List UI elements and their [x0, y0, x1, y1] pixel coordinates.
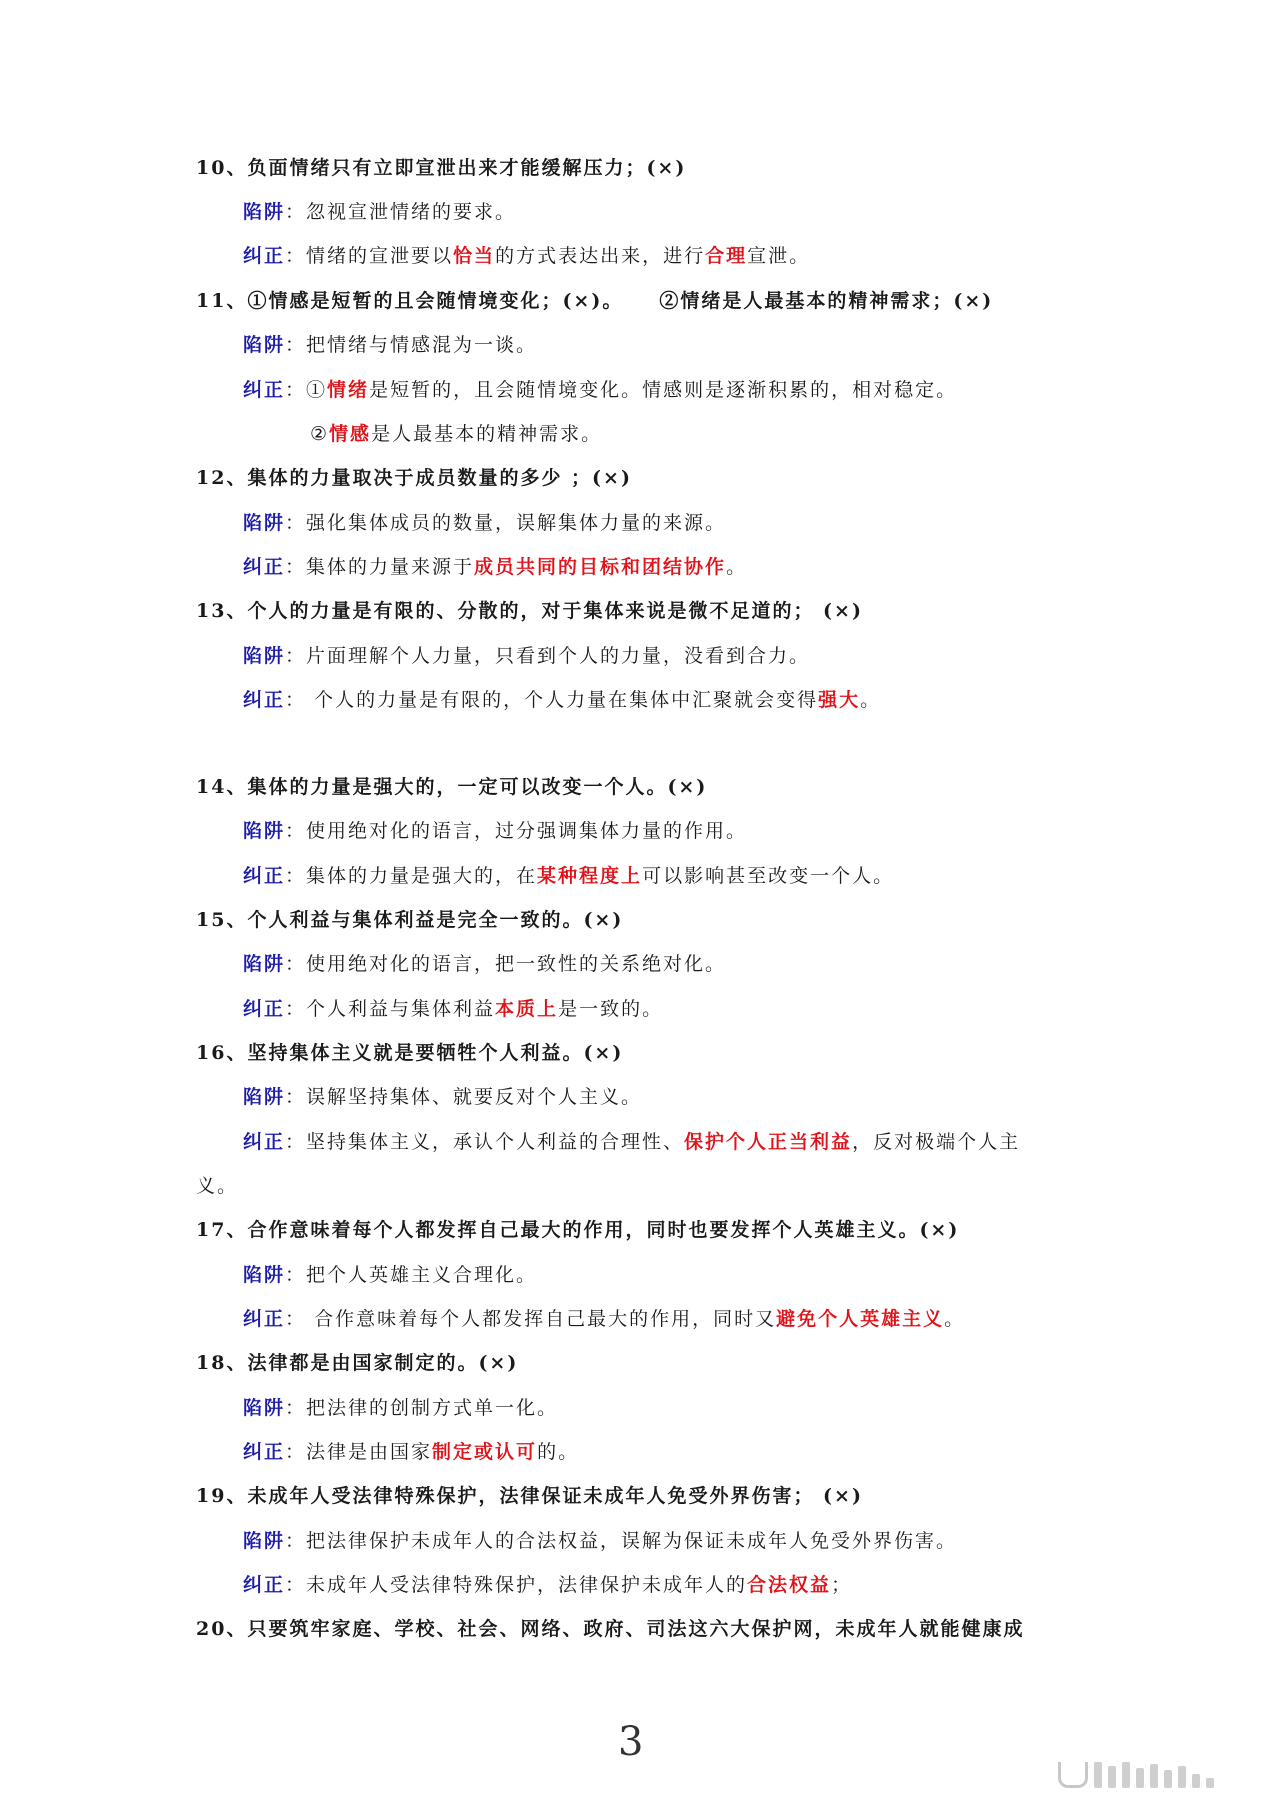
trap-14: 陷阱：使用绝对化的语言，过分强调集体力量的作用。 [243, 820, 748, 842]
page-number: 3 [618, 1719, 644, 1765]
question-16: 16、坚持集体主义就是要牺牲个人利益。(×) [196, 1042, 624, 1064]
question-19: 19、未成年人受法律特殊保护，法律保证未成年人免受外界伤害； (×) [196, 1485, 863, 1507]
trap-16: 陷阱：误解坚持集体、就要反对个人主义。 [243, 1086, 643, 1108]
fix-18: 纠正：法律是由国家制定或认可的。 [243, 1441, 580, 1463]
trap-11: 陷阱：把情绪与情感混为一谈。 [243, 334, 538, 356]
question-10: 10、负面情绪只有立即宣泄出来才能缓解压力；(×) [196, 157, 687, 179]
question-17: 17、合作意味着每个人都发挥自己最大的作用，同时也要发挥个人英雄主义。(×) [196, 1219, 960, 1241]
trap-17: 陷阱：把个人英雄主义合理化。 [243, 1264, 538, 1286]
question-18: 18、法律都是由国家制定的。(×) [196, 1352, 519, 1374]
fix-10: 纠正：情绪的宣泄要以恰当的方式表达出来，进行合理宣泄。 [243, 245, 811, 267]
fix-11-b: ②情感是人最基本的精神需求。 [310, 423, 603, 445]
fix-16-continuation: 义。 [196, 1175, 239, 1197]
fix-16: 纠正：坚持集体主义，承认个人利益的合理性、保护个人正当利益，反对极端个人主 [243, 1131, 1021, 1153]
question-14: 14、集体的力量是强大的，一定可以改变一个人。(×) [196, 776, 708, 798]
watermark-logo-icon [1058, 1760, 1268, 1790]
question-12: 12、集体的力量取决于成员数量的多少 ；(×) [196, 467, 632, 489]
trap-12: 陷阱：强化集体成员的数量，误解集体力量的来源。 [243, 512, 727, 534]
trap-18: 陷阱：把法律的创制方式单一化。 [243, 1397, 559, 1419]
trap-10: 陷阱：忽视宣泄情绪的要求。 [243, 201, 517, 223]
question-11: 11、①情感是短暂的且会随情境变化；(×)。 ②情绪是人最基本的精神需求；(×) [196, 290, 994, 312]
trap-19: 陷阱：把法律保护未成年人的合法权益，误解为保证未成年人免受外界伤害。 [243, 1530, 958, 1552]
fix-13: 纠正： 个人的力量是有限的，个人力量在集体中汇聚就会变得强大。 [243, 689, 882, 711]
question-13: 13、个人的力量是有限的、分散的，对于集体来说是微不足道的； (×) [196, 600, 863, 622]
fix-17: 纠正： 合作意味着每个人都发挥自己最大的作用，同时又避免个人英雄主义。 [243, 1308, 966, 1330]
fix-14: 纠正：集体的力量是强大的，在某种程度上可以影响甚至改变一个人。 [243, 865, 895, 887]
trap-13: 陷阱：片面理解个人力量，只看到个人的力量，没看到合力。 [243, 645, 811, 667]
fix-12: 纠正：集体的力量来源于成员共同的目标和团结协作。 [243, 556, 748, 578]
trap-15: 陷阱：使用绝对化的语言，把一致性的关系绝对化。 [243, 953, 727, 975]
fix-19: 纠正：未成年人受法律特殊保护，法律保护未成年人的合法权益； [243, 1574, 853, 1596]
fix-11-a: 纠正：①情绪是短暂的，且会随情境变化。情感则是逐渐积累的，相对稳定。 [243, 379, 958, 401]
fix-15: 纠正：个人利益与集体利益本质上是一致的。 [243, 998, 664, 1020]
question-20: 20、只要筑牢家庭、学校、社会、网络、政府、司法这六大保护网，未成年人就能健康成 [196, 1618, 1025, 1640]
question-15: 15、个人利益与集体利益是完全一致的。(×) [196, 909, 624, 931]
